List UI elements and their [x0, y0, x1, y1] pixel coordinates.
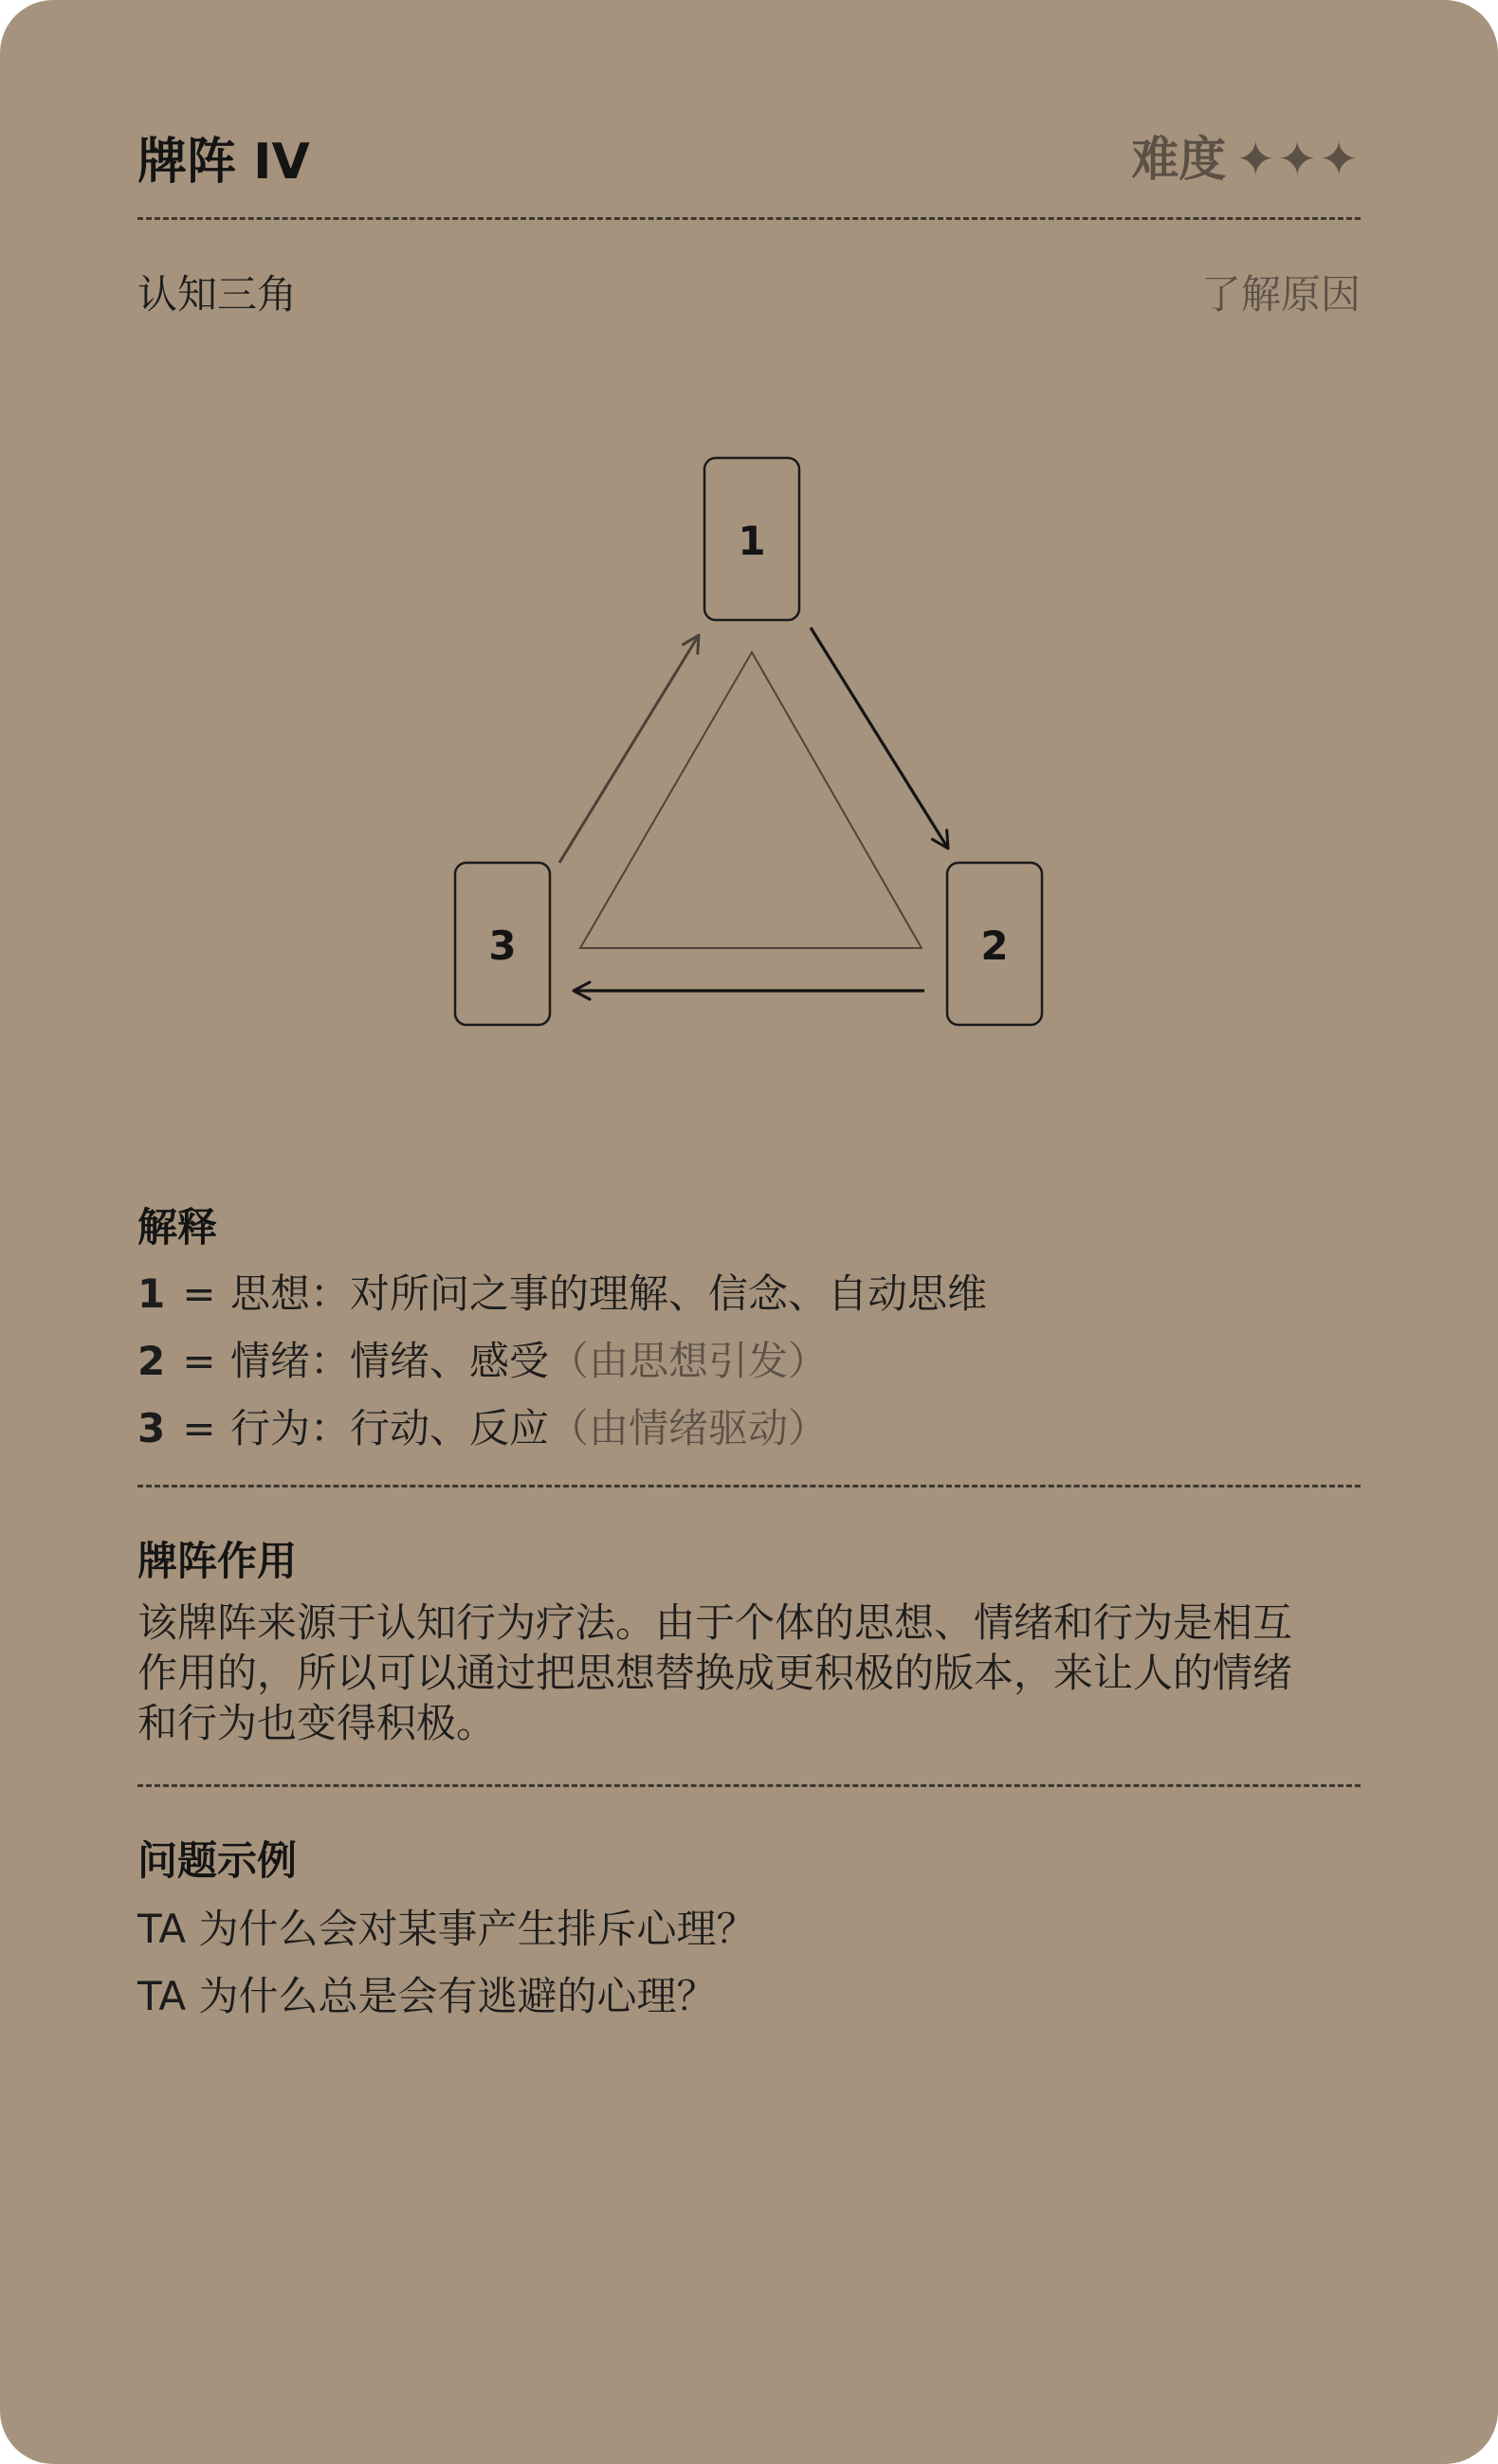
difficulty-rating	[1131, 121, 1361, 190]
legend-row-1	[137, 1263, 987, 1320]
divider	[137, 1485, 1361, 1488]
card-position-1	[704, 458, 799, 620]
card-label-2: 2	[980, 922, 1009, 969]
examples-heading: 问题示例	[137, 1837, 298, 1884]
legend-text: 行为：行动、反应	[230, 1405, 550, 1451]
purpose-heading: 牌阵作用	[137, 1538, 298, 1584]
legend-number: 3	[137, 1405, 166, 1451]
card-label-3: 3	[488, 922, 517, 969]
legend-equals: =	[182, 1405, 216, 1451]
legend-equals: =	[182, 1338, 216, 1384]
star-icon: ✦✦✦	[1235, 132, 1361, 187]
legend-note: （由思想引发）	[549, 1338, 829, 1384]
difficulty-label: 难度	[1131, 132, 1227, 187]
explanation-heading: 解释	[137, 1204, 218, 1250]
spread-name: 认知三角	[137, 271, 298, 318]
legend-number: 1	[137, 1270, 166, 1317]
legend-equals: =	[182, 1270, 216, 1317]
purpose-line: 该牌阵来源于认知行为疗法。由于个体的思想、情绪和行为是相互	[137, 1599, 1293, 1646]
example-question: TA 为什么会对某事产生排斥心理？	[137, 1906, 757, 1952]
spread-title: 牌阵 IV	[137, 134, 310, 191]
purpose-line: 作用的，所以可以通过把思想替换成更积极的版本，来让人的情绪	[137, 1650, 1293, 1696]
legend-text: 情绪：情绪、感受	[230, 1338, 550, 1384]
legend-number: 2	[137, 1338, 166, 1384]
divider	[137, 1784, 1361, 1787]
learn-why-link[interactable]: 了解原因	[1200, 271, 1361, 318]
card-label-1: 1	[738, 518, 766, 564]
legend-note: （由情绪驱动）	[549, 1405, 829, 1451]
card-position-2	[947, 863, 1042, 1025]
legend-row-2	[137, 1330, 828, 1387]
arrow-1-to-2	[811, 628, 948, 849]
divider	[137, 217, 1361, 220]
cognitive-triangle-diagram	[0, 417, 1498, 1062]
purpose-paragraph	[137, 1597, 1370, 1748]
center-triangle	[580, 652, 922, 948]
legend-row-3	[137, 1397, 828, 1454]
card-position-3	[455, 863, 550, 1025]
example-question: TA 为什么总是会有逃避的心理？	[137, 1973, 717, 2019]
legend-text: 思想：对所问之事的理解、信念、自动思维	[230, 1270, 988, 1317]
arrow-3-to-1	[559, 635, 699, 863]
purpose-line: 和行为也变得积极。	[137, 1700, 497, 1746]
